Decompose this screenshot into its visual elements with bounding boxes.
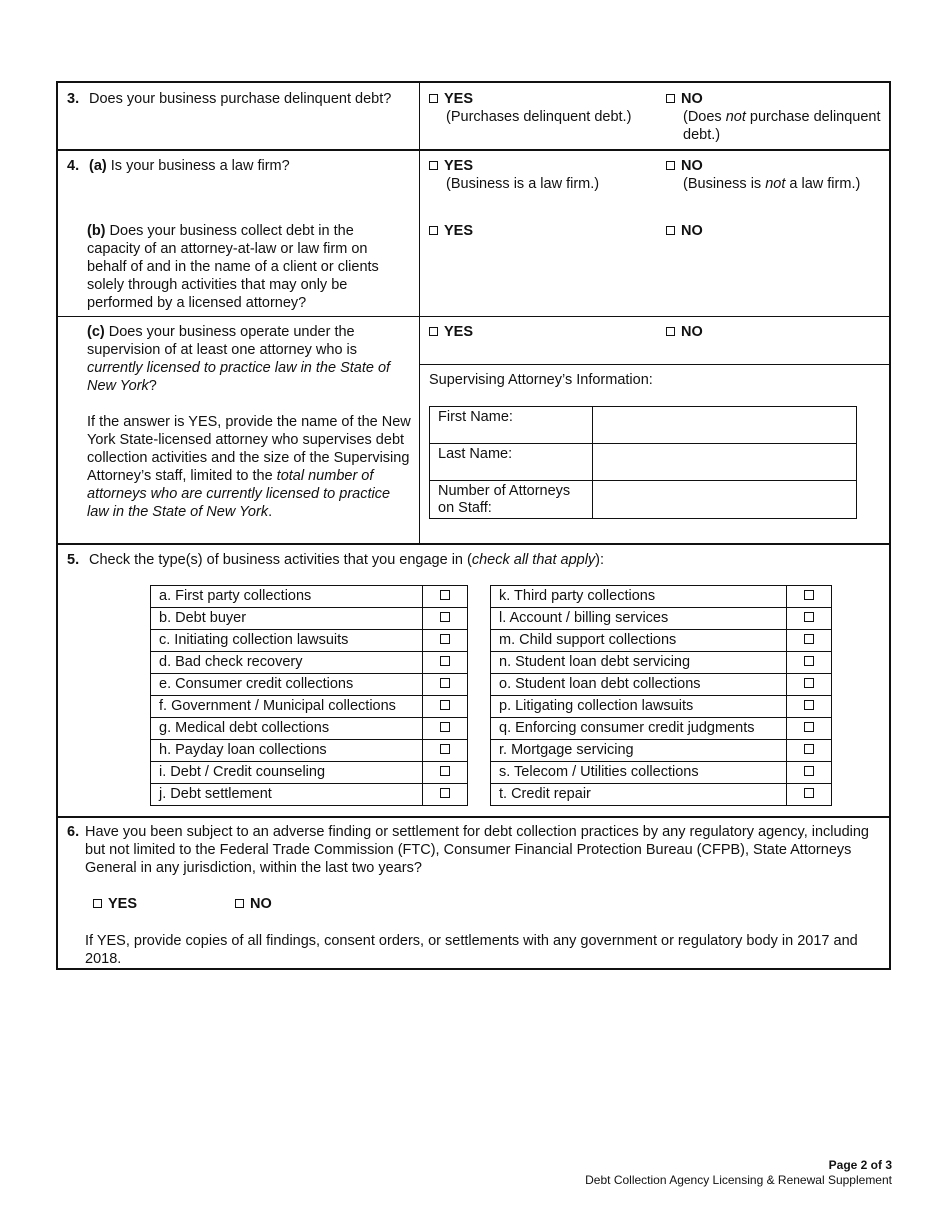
checkbox[interactable] <box>440 656 450 666</box>
activity-checkbox-cell[interactable] <box>423 762 468 784</box>
q3-no-option[interactable]: NO (Does not purchase delinquent debt.) <box>666 91 881 145</box>
activity-checkbox-cell[interactable] <box>423 740 468 762</box>
first-name-label: First Name: <box>430 407 593 444</box>
checkbox[interactable] <box>440 766 450 776</box>
first-name-field[interactable] <box>593 407 857 444</box>
activity-row <box>491 630 832 652</box>
activity-row <box>491 784 832 806</box>
activity-checkbox-cell[interactable] <box>423 608 468 630</box>
activity-label: m. Child support collections <box>491 630 787 652</box>
checkbox[interactable] <box>804 788 814 798</box>
q4b-yes-option[interactable]: YES <box>429 223 473 241</box>
document-title: Debt Collection Agency Licensing & Renewal Supplement <box>585 1172 892 1187</box>
q4a-yes-option[interactable]: YES (Business is a law firm.) <box>429 158 599 194</box>
activities-table-right <box>490 585 832 806</box>
activity-row <box>151 608 468 630</box>
question-6: 6. Have you been subject to an adverse finding or settlement for debt collection practices by any regulatory agency, including but not limited to the Federal Trade Commission (FTC), Consumer Financial Protection Bureau (CFPB), State Attorneys General in any jurisdiction, within the last two years? <box>67 824 877 878</box>
q4c-no-option[interactable]: NO <box>666 324 703 342</box>
activity-label: j. Debt settlement <box>151 784 423 806</box>
attorney-count-field[interactable] <box>593 481 857 519</box>
divider <box>419 364 889 365</box>
q3-yes-option[interactable]: YES (Purchases delinquent debt.) <box>429 91 631 127</box>
checkbox[interactable] <box>429 226 438 235</box>
divider <box>58 316 889 317</box>
question-4a: 4. (a) Is your business a law firm? <box>67 158 290 174</box>
q4a-no-option[interactable]: NO (Business is not a law firm.) <box>666 158 886 194</box>
activity-label: r. Mortgage servicing <box>491 740 787 762</box>
checkbox[interactable] <box>666 226 675 235</box>
checkbox[interactable] <box>440 788 450 798</box>
checkbox[interactable] <box>235 899 244 908</box>
question-4b: (b) Does your business collect debt in the capacity of an attorney-at-law or law firm on behalf of and in the name of a client or clients solely through activities that may only be performed by a licensed attorney? <box>87 223 379 311</box>
divider <box>58 543 889 545</box>
activity-label: d. Bad check recovery <box>151 652 423 674</box>
activity-row <box>151 762 468 784</box>
question-3-text: Does your business purchase delinquent debt? <box>89 91 392 107</box>
activity-row <box>491 696 832 718</box>
activity-checkbox-cell[interactable] <box>423 696 468 718</box>
activity-label: c. Initiating collection lawsuits <box>151 630 423 652</box>
checkbox[interactable] <box>440 590 450 600</box>
q4c-yes-option[interactable]: YES <box>429 324 473 342</box>
q6-no-option[interactable]: NO <box>235 896 272 914</box>
activity-checkbox-cell[interactable] <box>787 762 832 784</box>
divider <box>58 816 889 818</box>
activity-row <box>151 696 468 718</box>
activity-row <box>491 718 832 740</box>
activity-row <box>151 652 468 674</box>
checkbox[interactable] <box>440 700 450 710</box>
activity-checkbox-cell[interactable] <box>787 674 832 696</box>
last-name-label: Last Name: <box>430 444 593 481</box>
activity-row <box>491 652 832 674</box>
activity-row <box>151 740 468 762</box>
activity-checkbox-cell[interactable] <box>787 696 832 718</box>
checkbox[interactable] <box>440 722 450 732</box>
checkbox[interactable] <box>93 899 102 908</box>
page-number: Page 2 of 3 <box>828 1158 892 1172</box>
checkbox[interactable] <box>666 327 675 336</box>
activity-row <box>151 718 468 740</box>
activity-label: a. First party collections <box>151 586 423 608</box>
activity-label: n. Student loan debt servicing <box>491 652 787 674</box>
activity-checkbox-cell[interactable] <box>787 586 832 608</box>
question-5: 5. Check the type(s) of business activities that you engage in (check all that apply): <box>67 552 605 568</box>
checkbox[interactable] <box>804 612 814 622</box>
question-6-followup: If YES, provide copies of all findings, consent orders, or settlements with any government or regulatory body in 2017 and 2018. <box>85 933 858 967</box>
checkbox[interactable] <box>804 744 814 754</box>
question-4c: (c) Does your business operate under the supervision of at least one attorney who is currently licensed to practice law in the State of New York? If the answer is YES, provide the name of the New York State-licensed attorney who supervises debt collection activities and the size of the Supervising Attorney’s staff, limited to the total number of attorneys who are currently licensed to practice law in the State of New York. <box>87 324 415 522</box>
q6-yes-option[interactable]: YES <box>93 896 137 914</box>
checkbox[interactable] <box>440 634 450 644</box>
checkbox[interactable] <box>429 327 438 336</box>
activity-checkbox-cell[interactable] <box>787 784 832 806</box>
activity-label: g. Medical debt collections <box>151 718 423 740</box>
activity-label: p. Litigating collection lawsuits <box>491 696 787 718</box>
checkbox[interactable] <box>440 612 450 622</box>
activity-checkbox-cell[interactable] <box>423 674 468 696</box>
activity-checkbox-cell[interactable] <box>423 784 468 806</box>
activity-row <box>151 784 468 806</box>
activity-checkbox-cell[interactable] <box>787 608 832 630</box>
checkbox[interactable] <box>804 590 814 600</box>
activity-label: t. Credit repair <box>491 784 787 806</box>
checkbox[interactable] <box>666 94 675 103</box>
last-name-field[interactable] <box>593 444 857 481</box>
activity-row <box>491 740 832 762</box>
activity-checkbox-cell[interactable] <box>423 586 468 608</box>
checkbox[interactable] <box>804 656 814 666</box>
activity-label: f. Government / Municipal collections <box>151 696 423 718</box>
supervisor-info-table <box>429 406 857 519</box>
checkbox[interactable] <box>804 700 814 710</box>
activity-label: o. Student loan debt collections <box>491 674 787 696</box>
activity-label: i. Debt / Credit counseling <box>151 762 423 784</box>
checkbox[interactable] <box>666 161 675 170</box>
activity-row <box>151 586 468 608</box>
q4b-no-option[interactable]: NO <box>666 223 703 241</box>
checkbox[interactable] <box>429 94 438 103</box>
activity-label: k. Third party collections <box>491 586 787 608</box>
column-divider <box>419 83 420 543</box>
activity-label: s. Telecom / Utilities collections <box>491 762 787 784</box>
divider <box>58 149 889 151</box>
activity-checkbox-cell[interactable] <box>423 630 468 652</box>
activity-label: h. Payday loan collections <box>151 740 423 762</box>
activity-checkbox-cell[interactable] <box>787 652 832 674</box>
activity-checkbox-cell[interactable] <box>787 740 832 762</box>
checkbox[interactable] <box>804 722 814 732</box>
activity-row <box>151 630 468 652</box>
question-4c-followup: If the answer is YES, provide the name of the New York State-licensed attorney who supervises debt collection activities and the size of the Supervising Attorney’s staff, limited to the total number of attorneys who are currently licensed to practice law in the State of New York. <box>87 413 411 520</box>
checkbox[interactable] <box>804 678 814 688</box>
activity-label: b. Debt buyer <box>151 608 423 630</box>
activity-row <box>491 586 832 608</box>
question-3: 3. Does your business purchase delinquent debt? <box>67 91 392 107</box>
checkbox[interactable] <box>804 766 814 776</box>
activity-checkbox-cell[interactable] <box>423 718 468 740</box>
activity-label: l. Account / billing services <box>491 608 787 630</box>
activities-table-left <box>150 585 468 806</box>
activity-checkbox-cell[interactable] <box>787 718 832 740</box>
form-frame <box>56 81 891 970</box>
page-footer <box>585 1158 892 1188</box>
activity-label: e. Consumer credit collections <box>151 674 423 696</box>
activity-row <box>491 674 832 696</box>
activity-label: q. Enforcing consumer credit judgments <box>491 718 787 740</box>
activity-row <box>151 674 468 696</box>
supervisor-heading: Supervising Attorney’s Information: <box>429 372 653 388</box>
activity-checkbox-cell[interactable] <box>423 652 468 674</box>
question-6-text: Have you been subject to an adverse finding or settlement for debt collection practices by any regulatory agency, including but not limited to the Federal Trade Commission (FTC), Consumer Financial Protection Bureau (CFPB), State Attorneys General in any jurisdiction, within the last two years? <box>85 824 869 876</box>
activity-checkbox-cell[interactable] <box>787 630 832 652</box>
activity-row <box>491 762 832 784</box>
activity-row <box>491 608 832 630</box>
checkbox[interactable] <box>440 678 450 688</box>
attorney-count-label: Number of Attorneys on Staff: <box>430 481 593 519</box>
checkbox[interactable] <box>429 161 438 170</box>
checkbox[interactable] <box>440 744 450 754</box>
checkbox[interactable] <box>804 634 814 644</box>
